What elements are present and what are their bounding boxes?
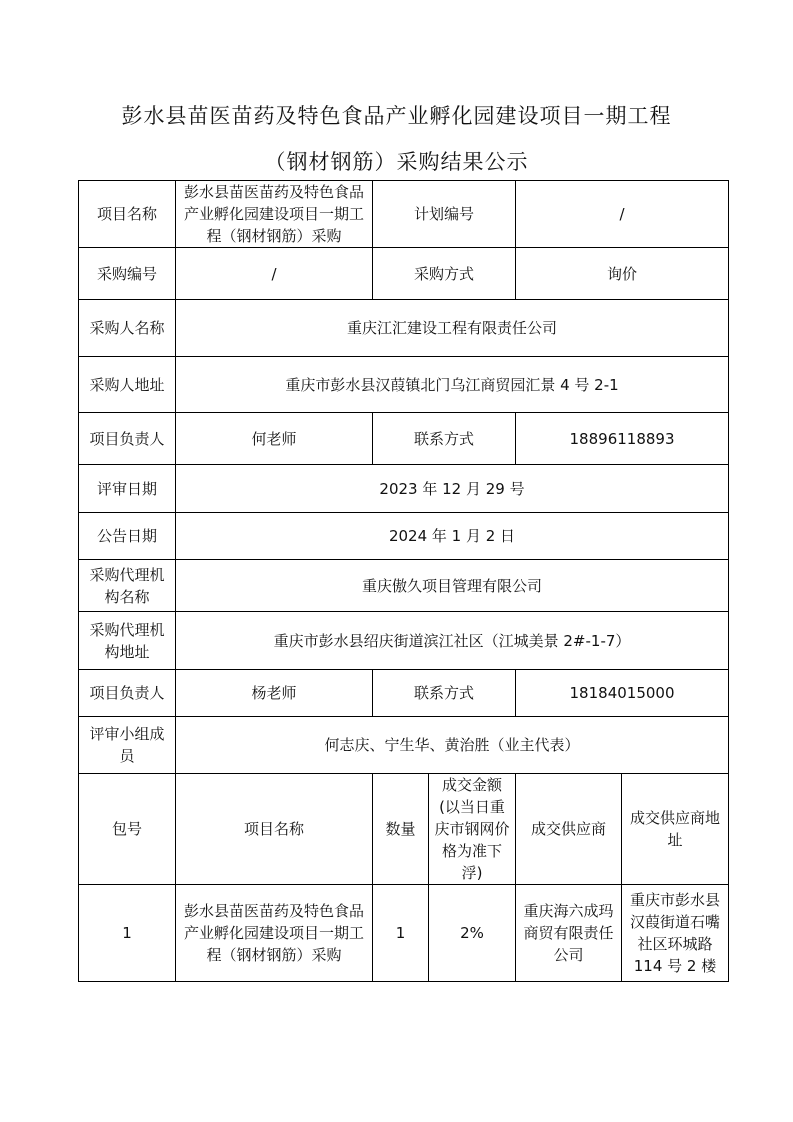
header-package: 包号 bbox=[79, 774, 176, 885]
cell-package: 1 bbox=[79, 885, 176, 982]
header-project: 项目名称 bbox=[176, 774, 373, 885]
page-title-line2: （钢材钢筋）采购结果公示 bbox=[264, 150, 529, 174]
result-data-row bbox=[79, 885, 729, 982]
purchase-method-value: 询价 bbox=[516, 248, 729, 300]
project-name-value: 彭水县苗医苗药及特色食品产业孵化园建设项目一期工程（钢材钢筋）采购 bbox=[176, 181, 373, 248]
header-quantity: 数量 bbox=[373, 774, 429, 885]
project-name-label: 项目名称 bbox=[79, 181, 176, 248]
agency-addr-value: 重庆市彭水县绍庆街道滨江社区（江城美景 2#-1-7） bbox=[176, 612, 729, 670]
row-manager-2 bbox=[79, 670, 729, 717]
contact1-value: 18896118893 bbox=[516, 413, 729, 465]
manager2-value: 杨老师 bbox=[176, 670, 373, 717]
review-panel-value: 何志庆、宁生华、黄治胜（业主代表） bbox=[176, 717, 729, 774]
agency-name-label: 采购代理机构名称 bbox=[79, 560, 176, 612]
plan-no-label: 计划编号 bbox=[373, 181, 516, 248]
agency-addr-label: 采购代理机构地址 bbox=[79, 612, 176, 670]
review-date-label: 评审日期 bbox=[79, 465, 176, 513]
purchaser-name-label: 采购人名称 bbox=[79, 300, 176, 357]
header-amount: 成交金额(以当日重庆市钢网价格为准下浮) bbox=[429, 774, 516, 885]
contact2-value: 18184015000 bbox=[516, 670, 729, 717]
cell-amount: 2% bbox=[429, 885, 516, 982]
row-agency-name bbox=[79, 560, 729, 612]
header-supplier: 成交供应商 bbox=[516, 774, 622, 885]
purchaser-addr-label: 采购人地址 bbox=[79, 357, 176, 413]
row-agency-addr bbox=[79, 612, 729, 670]
cell-supplier-addr: 重庆市彭水县汉葭街道石嘴社区环城路 114 号 2 楼 bbox=[622, 885, 729, 982]
row-project-name bbox=[79, 181, 729, 248]
notice-date-value: 2024 年 1 月 2 日 bbox=[176, 513, 729, 560]
result-header-row bbox=[79, 774, 729, 885]
row-manager-1 bbox=[79, 413, 729, 465]
cell-supplier: 重庆海六成玛商贸有限责任公司 bbox=[516, 885, 622, 982]
page-title-line1: 彭水县苗医苗药及特色食品产业孵化园建设项目一期工程 bbox=[121, 104, 672, 128]
row-purchaser-addr bbox=[79, 357, 729, 413]
row-review-date bbox=[79, 465, 729, 513]
plan-no-value: / bbox=[516, 181, 729, 248]
manager1-label: 项目负责人 bbox=[79, 413, 176, 465]
cell-project: 彭水县苗医苗药及特色食品产业孵化园建设项目一期工程（钢材钢筋）采购 bbox=[176, 885, 373, 982]
purchaser-name-value: 重庆江汇建设工程有限责任公司 bbox=[176, 300, 729, 357]
review-panel-label: 评审小组成员 bbox=[79, 717, 176, 774]
row-purchaser-name bbox=[79, 300, 729, 357]
purchase-no-value: / bbox=[176, 248, 373, 300]
row-review-panel bbox=[79, 717, 729, 774]
result-notice-table bbox=[78, 180, 729, 982]
row-purchase-no bbox=[79, 248, 729, 300]
agency-name-value: 重庆傲久项目管理有限公司 bbox=[176, 560, 729, 612]
contact1-label: 联系方式 bbox=[373, 413, 516, 465]
row-notice-date bbox=[79, 513, 729, 560]
manager2-label: 项目负责人 bbox=[79, 670, 176, 717]
purchase-no-label: 采购编号 bbox=[79, 248, 176, 300]
manager1-value: 何老师 bbox=[176, 413, 373, 465]
notice-date-label: 公告日期 bbox=[79, 513, 176, 560]
purchaser-addr-value: 重庆市彭水县汉葭镇北门乌江商贸园汇景 4 号 2-1 bbox=[176, 357, 729, 413]
contact2-label: 联系方式 bbox=[373, 670, 516, 717]
review-date-value: 2023 年 12 月 29 号 bbox=[176, 465, 729, 513]
purchase-method-label: 采购方式 bbox=[373, 248, 516, 300]
header-supplier-addr: 成交供应商地址 bbox=[622, 774, 729, 885]
cell-quantity: 1 bbox=[373, 885, 429, 982]
